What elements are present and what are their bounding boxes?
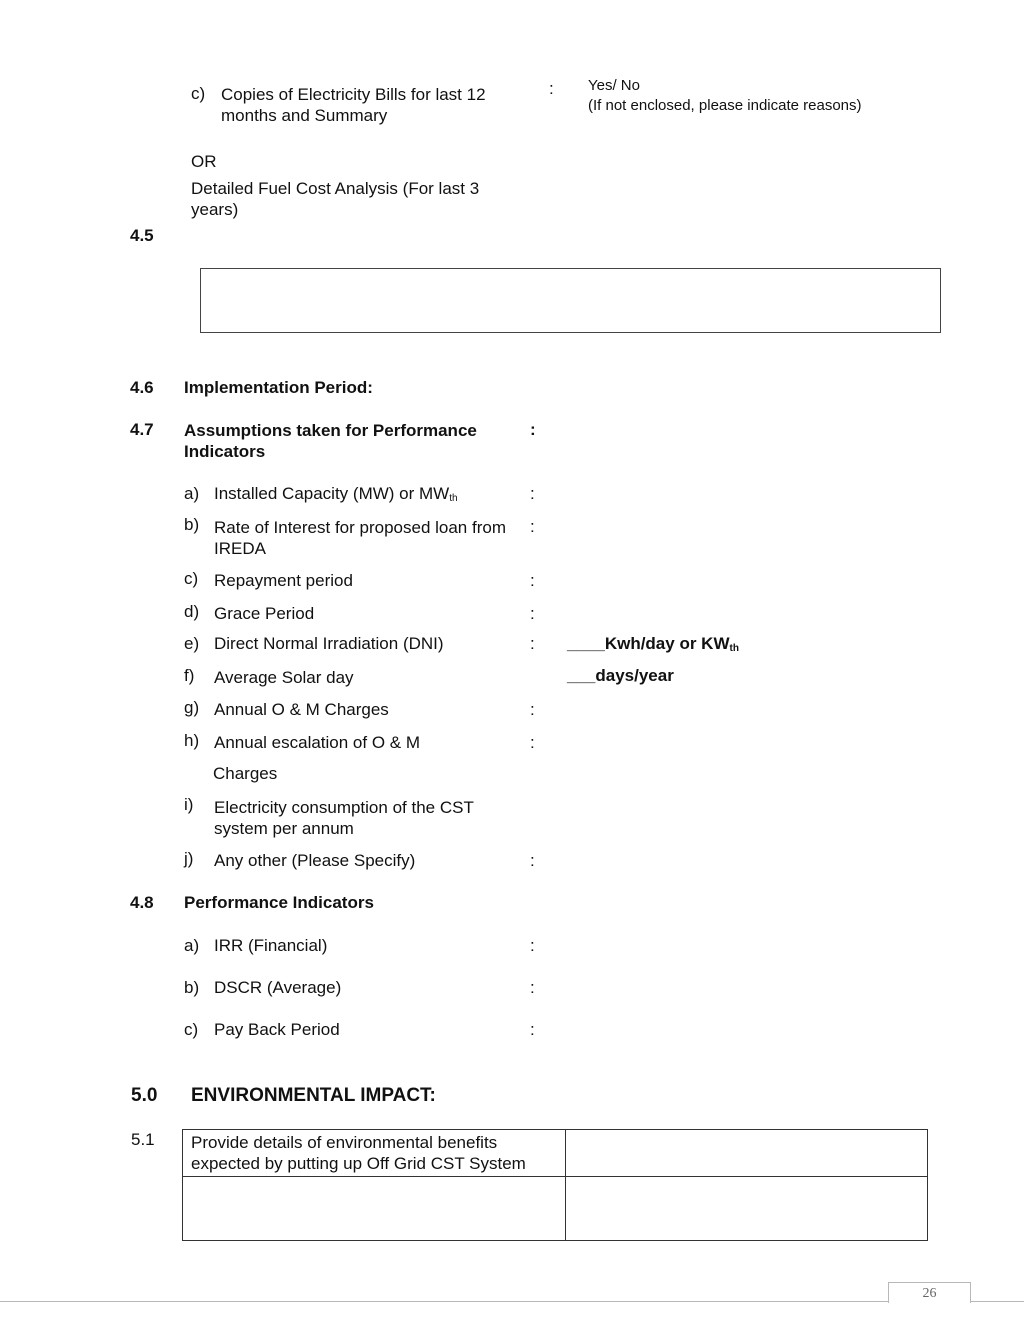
item-letter: f) [184, 666, 195, 685]
assumptions-heading: Assumptions taken for Performance Indicators [184, 421, 477, 461]
om-charges-label: Annual O & M Charges [214, 700, 389, 719]
colon: : [530, 604, 535, 623]
footer-rule [0, 1301, 1024, 1302]
yes-no-answer: Yes/ No [588, 77, 640, 94]
item-letter: e) [184, 634, 200, 653]
section-number-4-8: 4.8 [130, 893, 154, 912]
item-letter: c) [184, 569, 199, 588]
table-cell[interactable] [566, 1177, 928, 1241]
colon: : [530, 733, 535, 752]
section-number-4-7: 4.7 [130, 420, 154, 439]
any-other-label: Any other (Please Specify) [214, 851, 416, 870]
colon: : [530, 978, 535, 997]
solar-days-value-field[interactable]: ___days/year [567, 666, 674, 685]
om-escalation-label-cont: Charges [213, 764, 278, 783]
environmental-impact-heading: ENVIRONMENTAL IMPACT: [191, 1085, 436, 1106]
item-letter: b) [184, 978, 200, 997]
item-letter: b) [184, 515, 200, 534]
installed-capacity-label: Installed Capacity (MW) or $MW_{th}$ [214, 484, 458, 504]
item-letter: d) [184, 602, 200, 621]
dni-label: Direct Normal Irradiation (DNI) [214, 634, 444, 653]
electricity-bills-text: Copies of Electricity Bills for last 12 months and Summary [221, 85, 486, 125]
colon: : [530, 936, 535, 955]
implementation-period-heading: Implementation Period: [184, 378, 373, 397]
dni-value-field[interactable]: ____Kwh/day or $KW_{th}$ [567, 634, 739, 654]
item-letter: g) [184, 698, 200, 717]
om-escalation-label: Annual escalation of O & M [214, 733, 421, 752]
environmental-benefits-table [182, 1129, 928, 1241]
item-letter: j) [184, 849, 194, 868]
payback-period-label: Pay Back Period [214, 1020, 340, 1039]
grace-period-label: Grace Period [214, 604, 315, 623]
environmental-benefits-label: Provide details of environmental benefits expected by putting up Off Grid CST System [183, 1130, 566, 1177]
item-letter: i) [184, 795, 194, 814]
section-number-4-5: 4.5 [130, 226, 154, 245]
colon: : [549, 79, 554, 98]
colon: : [530, 1020, 535, 1039]
colon: : [530, 420, 536, 439]
environmental-benefits-cell[interactable] [566, 1130, 928, 1177]
or-label: OR [191, 152, 217, 171]
colon: : [530, 517, 535, 536]
item-letter: h) [184, 731, 200, 750]
item-letter: c) [191, 84, 206, 103]
fuel-cost-analysis-text: Detailed Fuel Cost Analysis (For last 3 years) [191, 179, 480, 219]
item-letter: a) [184, 936, 200, 955]
irr-label: IRR (Financial) [214, 936, 328, 955]
section-number-4-6: 4.6 [130, 378, 154, 397]
colon: : [530, 700, 535, 719]
input-box-4-5[interactable] [200, 268, 941, 333]
reasons-note: (If not enclosed, please indicate reasons) [588, 97, 862, 114]
item-letter: c) [184, 1020, 199, 1039]
performance-indicators-heading: Performance Indicators [184, 893, 374, 912]
section-number-5-0: 5.0 [131, 1085, 158, 1106]
table-cell[interactable] [183, 1177, 566, 1241]
section-number-5-1: 5.1 [131, 1130, 155, 1149]
dscr-label: DSCR (Average) [214, 978, 342, 997]
average-solar-day-label: Average Solar day [214, 668, 354, 687]
interest-rate-label: Rate of Interest for proposed loan from IREDA [214, 518, 506, 558]
repayment-period-label: Repayment period [214, 571, 353, 590]
page-number: 26 [888, 1282, 971, 1303]
colon: : [530, 571, 535, 590]
colon: : [530, 634, 535, 653]
colon: : [530, 484, 535, 503]
colon: : [530, 851, 535, 870]
item-letter: a) [184, 484, 200, 503]
electricity-consumption-label: Electricity consumption of the CST system per annum [214, 798, 474, 838]
